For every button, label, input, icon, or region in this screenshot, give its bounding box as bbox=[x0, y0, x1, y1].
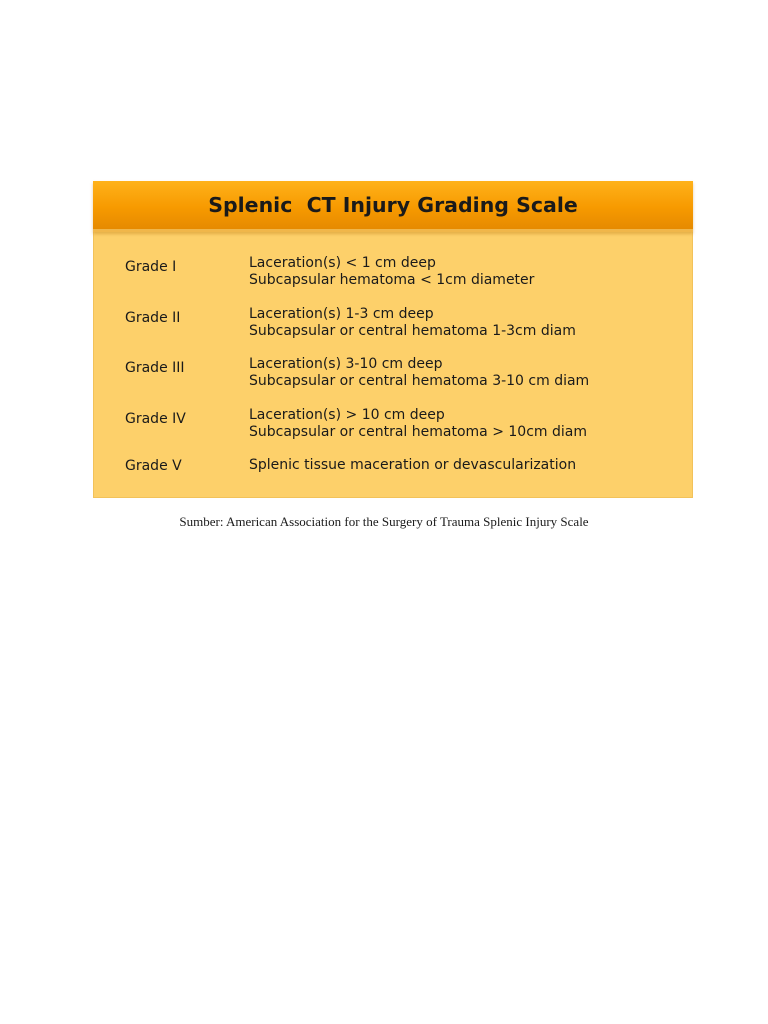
grade-description-line: Laceration(s) 3-10 cm deep bbox=[249, 356, 443, 372]
source-caption: Sumber: American Association for the Surgery of Trauma Splenic Injury Scale bbox=[179, 514, 589, 529]
grade-description bbox=[249, 407, 587, 441]
grade-description bbox=[249, 255, 534, 289]
grade-description-line: Laceration(s) 1-3 cm deep bbox=[249, 306, 434, 322]
grade-description-line: Subcapsular or central hematoma 3-10 cm diam bbox=[249, 373, 590, 389]
figure-title: Splenic CT Injury Grading Scale bbox=[208, 193, 578, 217]
grade-label: Grade V bbox=[125, 458, 182, 474]
grade-label: Grade III bbox=[125, 360, 185, 376]
grade-description bbox=[249, 356, 589, 390]
grade-label: Grade IV bbox=[125, 411, 186, 427]
grade-description bbox=[249, 457, 576, 474]
injury-scale-figure bbox=[93, 181, 693, 498]
grade-description-line: Subcapsular or central hematoma 1-3cm diam bbox=[249, 323, 576, 339]
title-banner bbox=[93, 181, 693, 232]
grade-description-line: Subcapsular or central hematoma > 10cm diam bbox=[249, 424, 587, 440]
grade-label: Grade I bbox=[125, 259, 177, 275]
grade-label: Grade II bbox=[125, 310, 181, 326]
grade-description-line: Subcapsular hematoma < 1cm diameter bbox=[249, 272, 535, 288]
grade-description-line: Splenic tissue maceration or devascularization bbox=[249, 457, 577, 473]
grade-description-line: Laceration(s) > 10 cm deep bbox=[249, 407, 445, 423]
grade-description-line: Laceration(s) < 1 cm deep bbox=[249, 255, 436, 271]
grade-description bbox=[249, 306, 576, 340]
